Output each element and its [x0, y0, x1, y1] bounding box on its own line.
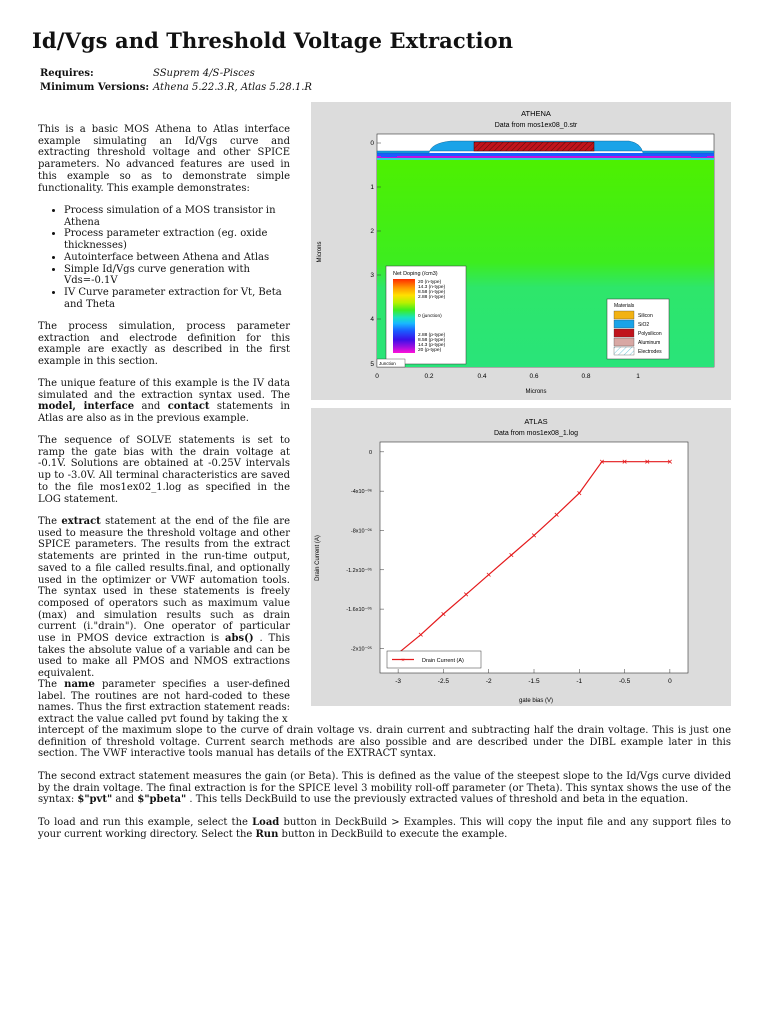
- text-run: button in DeckBuild > Examples. This will copy the input file and any support files to your current working directory. Select the: [38, 817, 732, 840]
- solve-paragraph: The sequence of SOLVE statements is set to ramp the gate bias with the drain voltage at -0.1V. Solutions are obtained at -0.25V intervals up to -3.0V. All terminal characteristics are saved to the file mos1ex02_1.log as specified in the LOG statement.: [38, 435, 290, 505]
- text-run: statement at the end of the file are used to measure the threshold voltage and other SPICE parameters. The results from the extract statements are printed in the run-time output, saved to a file called results.final, and optionally used in the optimizer or VWF automation tools. The syntax used in these statements is freely composed of operators such as maximum value (max) and simulation results such as drain current (i."drain"). One operator of particular use in PMOS device extraction is: [38, 516, 291, 645]
- x-tick-label: -1.5: [528, 678, 540, 685]
- material-swatch-sio2: [614, 320, 634, 328]
- y-tick-label: -1.2x10⁻⁰⁵: [346, 567, 372, 574]
- x-tick-label: -0.5: [618, 678, 631, 685]
- material-label: Aluminum: [638, 340, 661, 346]
- doping-colorbar: [393, 279, 415, 353]
- material-swatch-polysilicon: [614, 329, 634, 337]
- y-tick-label: -8x10⁻⁰⁶: [350, 528, 372, 535]
- name-paragraph: [38, 679, 290, 726]
- y-tick-label: 1: [370, 184, 374, 191]
- doping-legend-entry: 20 (p-type): [418, 348, 442, 353]
- material-label: SiO2: [638, 322, 650, 328]
- material-swatch-silicon: [614, 311, 634, 319]
- keyword-contact: contact: [167, 401, 210, 413]
- doping-legend-entry: 8.58 (n-type): [418, 290, 446, 295]
- y-tick-label: 3: [370, 272, 374, 279]
- text-run: statements in Atlas are also as in the previous example.: [38, 401, 290, 425]
- keyword-model-interface: model, interface: [38, 401, 135, 413]
- y-tick-label: 4: [370, 316, 374, 323]
- requirements-table: [40, 67, 312, 95]
- athena-subtitle: Data from mos1ex08_0.str: [494, 122, 578, 129]
- x-tick-label: 0.4: [477, 373, 487, 380]
- min-versions-row: [40, 81, 312, 95]
- doping-legend-entry: 0 (junction): [418, 314, 442, 319]
- atlas-x-axis-label: gate bias (V): [518, 698, 554, 704]
- junction-label: Junction: [379, 361, 396, 366]
- atlas-tool-label: ATLAS: [524, 417, 548, 426]
- material-swatch-aluminum: [614, 338, 634, 346]
- intro-paragraph: This is a basic MOS Athena to Atlas interface example simulating an Id/Vgs curve and extracting threshold voltage and other SPICE parameters. No advanced features are used in this example so as to demonstrate simple functionality. This example demonstrates:: [38, 124, 290, 194]
- x-tick-label: 0.8: [581, 373, 591, 380]
- keyword-pvt: $"pvt": [77, 794, 113, 806]
- process-paragraph: The process simulation, process parameter extraction and electrode definition for this example are exactly as described in the first example in this section.: [38, 321, 290, 368]
- material-label: Polysilicon: [638, 331, 662, 337]
- list-item: • Process simulation of a MOS transistor in Athena: [64, 205, 290, 228]
- atlas-legend-marker: ×: [401, 658, 405, 664]
- atlas-idvgs-figure: [311, 408, 731, 706]
- surface-doping-band: [377, 153, 714, 156]
- surface-doping-band: [377, 158, 714, 160]
- material-label: Silicon: [638, 313, 653, 319]
- text-run: and: [112, 794, 138, 806]
- feature-list: [38, 205, 290, 310]
- doping-legend-entry: 20 (n-type): [418, 280, 442, 285]
- atlas-y-axis-label: Drain Current (A): [315, 535, 321, 581]
- atlas-legend-label: Drain Current (A): [422, 658, 464, 664]
- requires-value: SSuprem 4/S-Pisces: [153, 68, 255, 79]
- unique-feature-paragraph: [38, 378, 290, 425]
- y-tick-label: 2: [370, 228, 374, 235]
- materials-legend-title: Materials: [614, 303, 635, 309]
- text-run: The: [38, 516, 62, 527]
- requires-row: [40, 67, 312, 81]
- y-tick-label: -2x10⁻⁰⁵: [350, 646, 372, 653]
- min-versions-label: Minimum Versions:: [40, 82, 150, 93]
- list-item: • Simple Id/Vgs curve generation with Vds=-0.1V: [64, 264, 290, 287]
- polysilicon-gate: [474, 142, 594, 151]
- athena-structure-figure: [311, 102, 731, 400]
- y-tick-label: -1.6x10⁻⁰⁵: [346, 607, 372, 614]
- doping-legend-entry: 8.58 (p-type): [418, 338, 446, 343]
- doping-legend-entry: 2.88 (n-type): [418, 295, 446, 300]
- keyword-pbeta: $"pbeta": [137, 794, 187, 806]
- doping-legend-entry: 14.3 (n-type): [418, 285, 446, 290]
- keyword-load: Load: [252, 817, 280, 828]
- x-tick-label: 0.2: [424, 373, 434, 380]
- page-title: Id/Vgs and Threshold Voltage Extraction: [32, 28, 514, 53]
- x-tick-label: -2.5: [437, 678, 450, 685]
- x-tick-label: 0: [668, 678, 672, 685]
- requires-label: Requires:: [40, 68, 94, 79]
- list-item: • Process parameter extraction (eg. oxide thicknesses): [64, 228, 290, 251]
- x-tick-label: 0.6: [529, 373, 539, 380]
- x-tick-label: 0: [375, 373, 379, 380]
- keyword-abs: abs(): [225, 633, 254, 645]
- doping-legend-entry: 2.88 (p-type): [418, 333, 446, 338]
- athena-x-axis-label: Microns: [525, 389, 547, 395]
- keyword-extract: extract: [61, 516, 101, 527]
- run-paragraph: [38, 817, 731, 840]
- text-run: The: [38, 679, 65, 690]
- name-paragraph-continued: intercept of the maximum slope to the curve of drain voltage vs. drain current and subtracting half the drain voltage. This is just one definition of threshold voltage. Current search methods are also possible and are described under the DIBL example later in this section. The VWF interactive tools manual has details of the EXTRACT syntax.: [38, 725, 731, 760]
- doping-legend: [386, 266, 466, 364]
- text-run: The second extract statement measures the gain (or Beta). This is defined as the value of the steepest slope to the Id/Vgs curve divided by the drain voltage. The final extraction is for the SPICE level 3 mobility roll-off parameter (or Theta). This syntax shows the use of the syntax:: [38, 771, 731, 806]
- materials-legend: [607, 299, 669, 359]
- list-item: • Autointerface between Athena and Atlas: [64, 252, 290, 264]
- keyword-run: Run: [255, 828, 279, 840]
- athena-tool-label: ATHENA: [521, 109, 551, 118]
- y-tick-label: 0: [368, 449, 372, 456]
- keyword-name: name: [64, 679, 95, 690]
- y-tick-label: -4x10⁻⁰⁶: [350, 489, 372, 496]
- material-label: Electrodes: [638, 349, 662, 355]
- x-tick-label: -3: [395, 678, 402, 685]
- min-versions-value: Athena 5.22.3.R, Atlas 5.28.1.R: [153, 82, 312, 93]
- list-item: • IV Curve parameter extraction for Vt, Beta and Theta: [64, 287, 290, 310]
- source-electrode: [381, 154, 397, 157]
- drain-electrode: [691, 154, 707, 157]
- doping-legend-entry: 14.3 (p-type): [418, 343, 446, 348]
- text-run: . This takes the absolute value of a variable and can be used to make all PMOS and NMOS extractions equivalent.: [38, 633, 290, 680]
- text-run: To load and run this example, select the: [38, 817, 253, 828]
- text-run: button in DeckBuild to execute the example.: [278, 828, 508, 840]
- text-run: and: [134, 401, 168, 413]
- athena-y-axis-label: Microns: [317, 241, 323, 263]
- surface-doping-band: [377, 156, 714, 158]
- gain-paragraph: [38, 771, 731, 806]
- text-run: . This tells DeckBuild to use the previously extracted values of threshold and beta in the equation.: [186, 794, 689, 806]
- atlas-plot-area: [380, 442, 688, 673]
- y-tick-label: 5: [370, 361, 374, 368]
- atlas-subtitle: Data from mos1ex08_1.log: [493, 430, 579, 437]
- x-tick-label: -1: [576, 678, 583, 685]
- y-tick-label: 0: [370, 140, 374, 147]
- doping-legend-title: Net Doping (/cm3): [393, 271, 438, 277]
- text-run: parameter specifies a user-defined label. The routines are not hard-coded to these names. Thus the first extraction statement reads: extract the value called pvt found by taking the x: [38, 679, 290, 726]
- extract-paragraph: [38, 516, 290, 680]
- text-run: The unique feature of this example is the IV data simulated and the extraction syntax used. The: [38, 378, 290, 401]
- x-tick-label: -2: [485, 678, 492, 685]
- material-swatch-electrodes: [614, 347, 634, 355]
- x-tick-label: 1: [636, 373, 640, 380]
